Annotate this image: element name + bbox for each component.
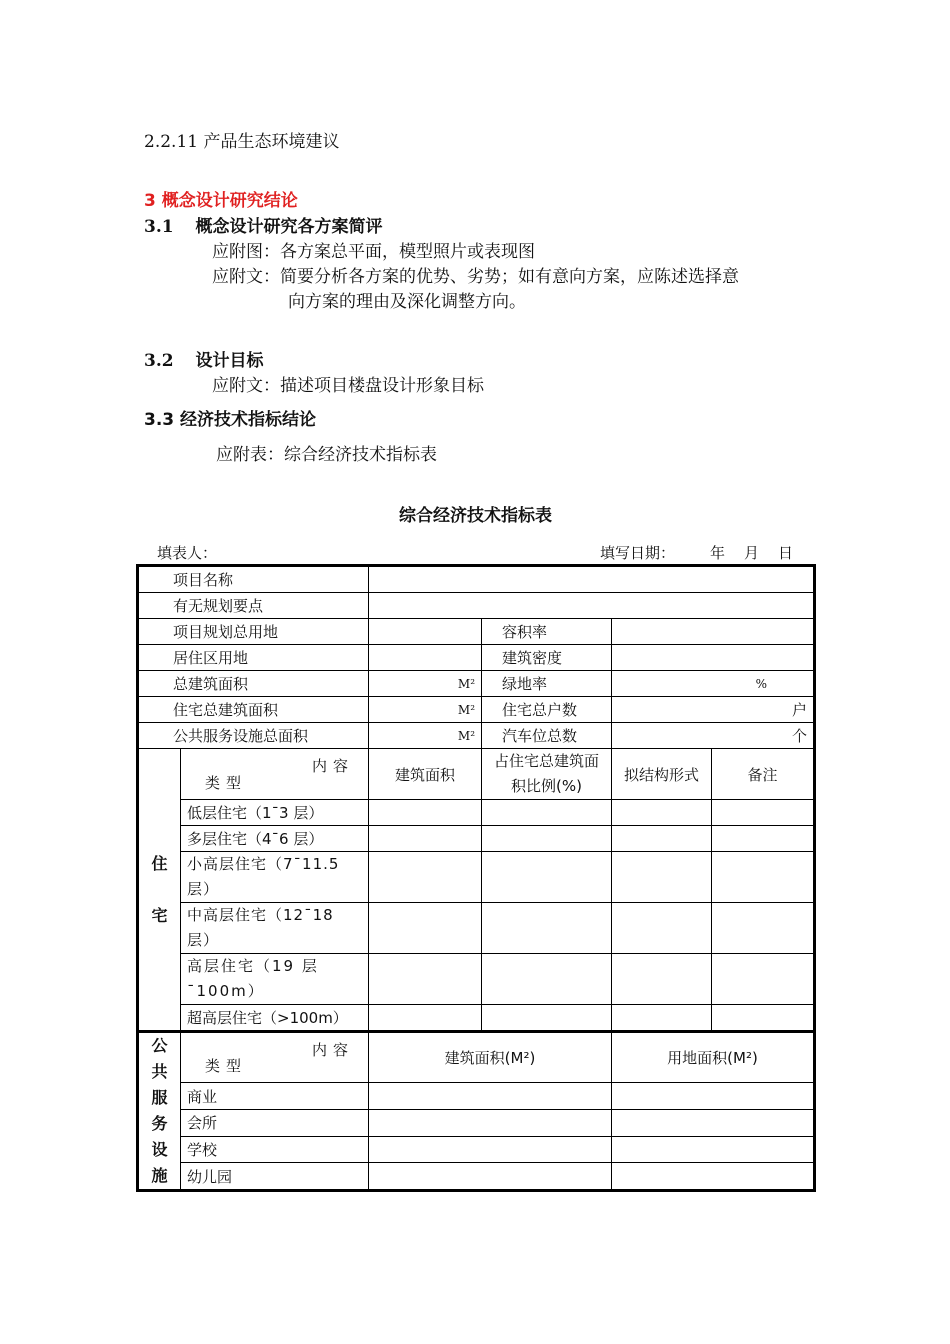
parking-label: 汽车位总数 xyxy=(482,723,612,749)
residential-floor-area-label: 住宅总建筑面积 xyxy=(138,697,369,723)
total-floor-area-unit[interactable]: M² xyxy=(369,671,482,697)
pub-row-label: 幼儿园 xyxy=(181,1163,369,1191)
cell[interactable] xyxy=(369,1136,612,1163)
section-3-3-line-1: 应附表：综合经济技术指标表 xyxy=(216,445,437,465)
cell[interactable] xyxy=(369,954,482,1005)
res-row-label: 高层住宅（19 层¯100m） xyxy=(181,954,369,1005)
pub-row-label: 会所 xyxy=(181,1109,369,1136)
cell[interactable] xyxy=(482,826,612,852)
cell[interactable] xyxy=(369,1083,612,1110)
cell[interactable] xyxy=(482,852,612,903)
pub-row-label: 学校 xyxy=(181,1136,369,1163)
cell[interactable] xyxy=(482,903,612,954)
section-3-1-line-3: 向方案的理由及深化调整方向。 xyxy=(288,292,526,312)
section-3-1-line-1: 应附图：各方案总平面，模型照片或表现图 xyxy=(212,242,535,262)
table-title: 综合经济技术指标表 xyxy=(399,506,552,526)
col-structure-header: 拟结构形式 xyxy=(612,749,712,800)
planning-points-label: 有无规划要点 xyxy=(138,593,369,619)
table-row xyxy=(138,749,815,800)
table-row xyxy=(138,697,815,723)
section-3-2-heading xyxy=(144,346,264,371)
col-floor-area-header: 建筑面积 xyxy=(369,749,482,800)
res-row-label: 多层住宅（4¯6 层） xyxy=(181,826,369,852)
cell[interactable] xyxy=(612,1109,815,1136)
table-row xyxy=(138,723,815,749)
res-row-label: 超高层住宅（>100m） xyxy=(181,1005,369,1032)
pub-row-label: 商业 xyxy=(181,1083,369,1110)
section-3-heading: 3 概念设计研究结论 xyxy=(144,191,298,211)
residential-land-value[interactable] xyxy=(369,645,482,671)
table-row xyxy=(138,1005,815,1032)
table-row xyxy=(138,954,815,1005)
cell[interactable] xyxy=(369,1005,482,1032)
public-facility-area-label: 公共服务设施总面积 xyxy=(138,723,369,749)
table-row xyxy=(138,1136,815,1163)
col-pub-floor-area-header: 建筑面积(M²) xyxy=(369,1032,612,1083)
table-row xyxy=(138,566,815,593)
households-unit[interactable]: 户 xyxy=(612,697,815,723)
table-row xyxy=(138,1109,815,1136)
table-row xyxy=(138,619,815,645)
residential-land-label: 居住区用地 xyxy=(138,645,369,671)
cell[interactable] xyxy=(612,903,712,954)
cell[interactable] xyxy=(712,826,815,852)
table-row xyxy=(138,1032,815,1083)
filler-label: 填表人： xyxy=(157,544,218,562)
date-label: 填写日期： xyxy=(600,544,676,562)
project-name-value[interactable] xyxy=(369,566,815,593)
section-2-2-11-heading: 2.2.11 产品生态环境建议 xyxy=(144,132,340,152)
date-day: 日 xyxy=(778,544,794,562)
table-row xyxy=(138,800,815,826)
green-ratio-label: 绿地率 xyxy=(482,671,612,697)
total-land-value[interactable] xyxy=(369,619,482,645)
planning-points-value[interactable] xyxy=(369,593,815,619)
cell[interactable] xyxy=(612,1163,815,1191)
table-row xyxy=(138,903,815,954)
total-floor-area-label: 总建筑面积 xyxy=(138,671,369,697)
table-row xyxy=(138,826,815,852)
cell[interactable] xyxy=(482,1005,612,1032)
cell[interactable] xyxy=(482,800,612,826)
cell[interactable] xyxy=(369,800,482,826)
cell[interactable] xyxy=(712,903,815,954)
res-row-label: 小高层住宅（7¯11.5 层） xyxy=(181,852,369,903)
table-row xyxy=(138,852,815,903)
cell[interactable] xyxy=(369,1109,612,1136)
residential-group-label xyxy=(138,749,181,1032)
cell[interactable] xyxy=(482,954,612,1005)
col-ratio-header: 占住宅总建筑面积比例(%) xyxy=(482,749,612,800)
plot-ratio-value[interactable] xyxy=(612,619,815,645)
residential-floor-area-unit[interactable]: M² xyxy=(369,697,482,723)
cell[interactable] xyxy=(612,1136,815,1163)
section-3-1-title: 概念设计研究各方案简评 xyxy=(195,217,383,237)
cell[interactable] xyxy=(712,954,815,1005)
diag-type-label: 类型 xyxy=(205,774,248,792)
section-3-2-number: 3.2 xyxy=(144,351,174,371)
green-ratio-unit[interactable]: % xyxy=(612,671,815,697)
table-row xyxy=(138,671,815,697)
cell[interactable] xyxy=(712,800,815,826)
households-label: 住宅总户数 xyxy=(482,697,612,723)
table-row xyxy=(138,1163,815,1191)
cell[interactable] xyxy=(612,1083,815,1110)
project-name-label: 项目名称 xyxy=(138,566,369,593)
date-month: 月 xyxy=(744,544,760,562)
economic-indicator-table xyxy=(136,564,816,1192)
section-3-3-heading: 3.3 经济技术指标结论 xyxy=(144,410,317,430)
section-3-2-line-1: 应附文：描述项目楼盘设计形象目标 xyxy=(212,376,484,396)
res-row-label: 中高层住宅（12¯18 层） xyxy=(181,903,369,954)
cell[interactable] xyxy=(369,903,482,954)
public-group-label xyxy=(138,1032,181,1191)
parking-unit[interactable]: 个 xyxy=(612,723,815,749)
diag-content-label: 内容 xyxy=(312,757,355,775)
section-3-1-line-2: 应附文：简要分析各方案的优势、劣势；如有意向方案，应陈述选择意 xyxy=(212,267,739,287)
cell[interactable] xyxy=(712,852,815,903)
cell[interactable] xyxy=(712,1005,815,1032)
table-row xyxy=(138,645,815,671)
residential-group-text: 住 宅 xyxy=(151,853,168,925)
residential-diag-header xyxy=(181,749,369,800)
cell[interactable] xyxy=(612,800,712,826)
plot-ratio-label: 容积率 xyxy=(482,619,612,645)
cell[interactable] xyxy=(369,1163,612,1191)
res-row-label: 低层住宅（1¯3 层） xyxy=(181,800,369,826)
cell[interactable] xyxy=(612,1005,712,1032)
diag-content-label: 内容 xyxy=(312,1041,355,1059)
public-group-text: 公 共 服 务 设 施 xyxy=(151,1036,168,1185)
public-facility-area-unit[interactable]: M² xyxy=(369,723,482,749)
diag-type-label: 类型 xyxy=(205,1057,248,1076)
building-density-value[interactable] xyxy=(612,645,815,671)
col-pub-land-area-header: 用地面积(M²) xyxy=(612,1032,815,1083)
section-3-1-number: 3.1 xyxy=(144,217,174,237)
section-3-1-heading xyxy=(144,212,383,237)
col-remarks-header: 备注 xyxy=(712,749,815,800)
cell[interactable] xyxy=(612,852,712,903)
cell[interactable] xyxy=(369,826,482,852)
table-row xyxy=(138,593,815,619)
cell[interactable] xyxy=(369,852,482,903)
date-year: 年 xyxy=(710,544,726,562)
cell[interactable] xyxy=(612,826,712,852)
section-3-2-title: 设计目标 xyxy=(195,351,264,371)
building-density-label: 建筑密度 xyxy=(482,645,612,671)
table-row xyxy=(138,1083,815,1110)
cell[interactable] xyxy=(612,954,712,1005)
total-land-label: 项目规划总用地 xyxy=(138,619,369,645)
public-diag-header xyxy=(181,1032,369,1083)
